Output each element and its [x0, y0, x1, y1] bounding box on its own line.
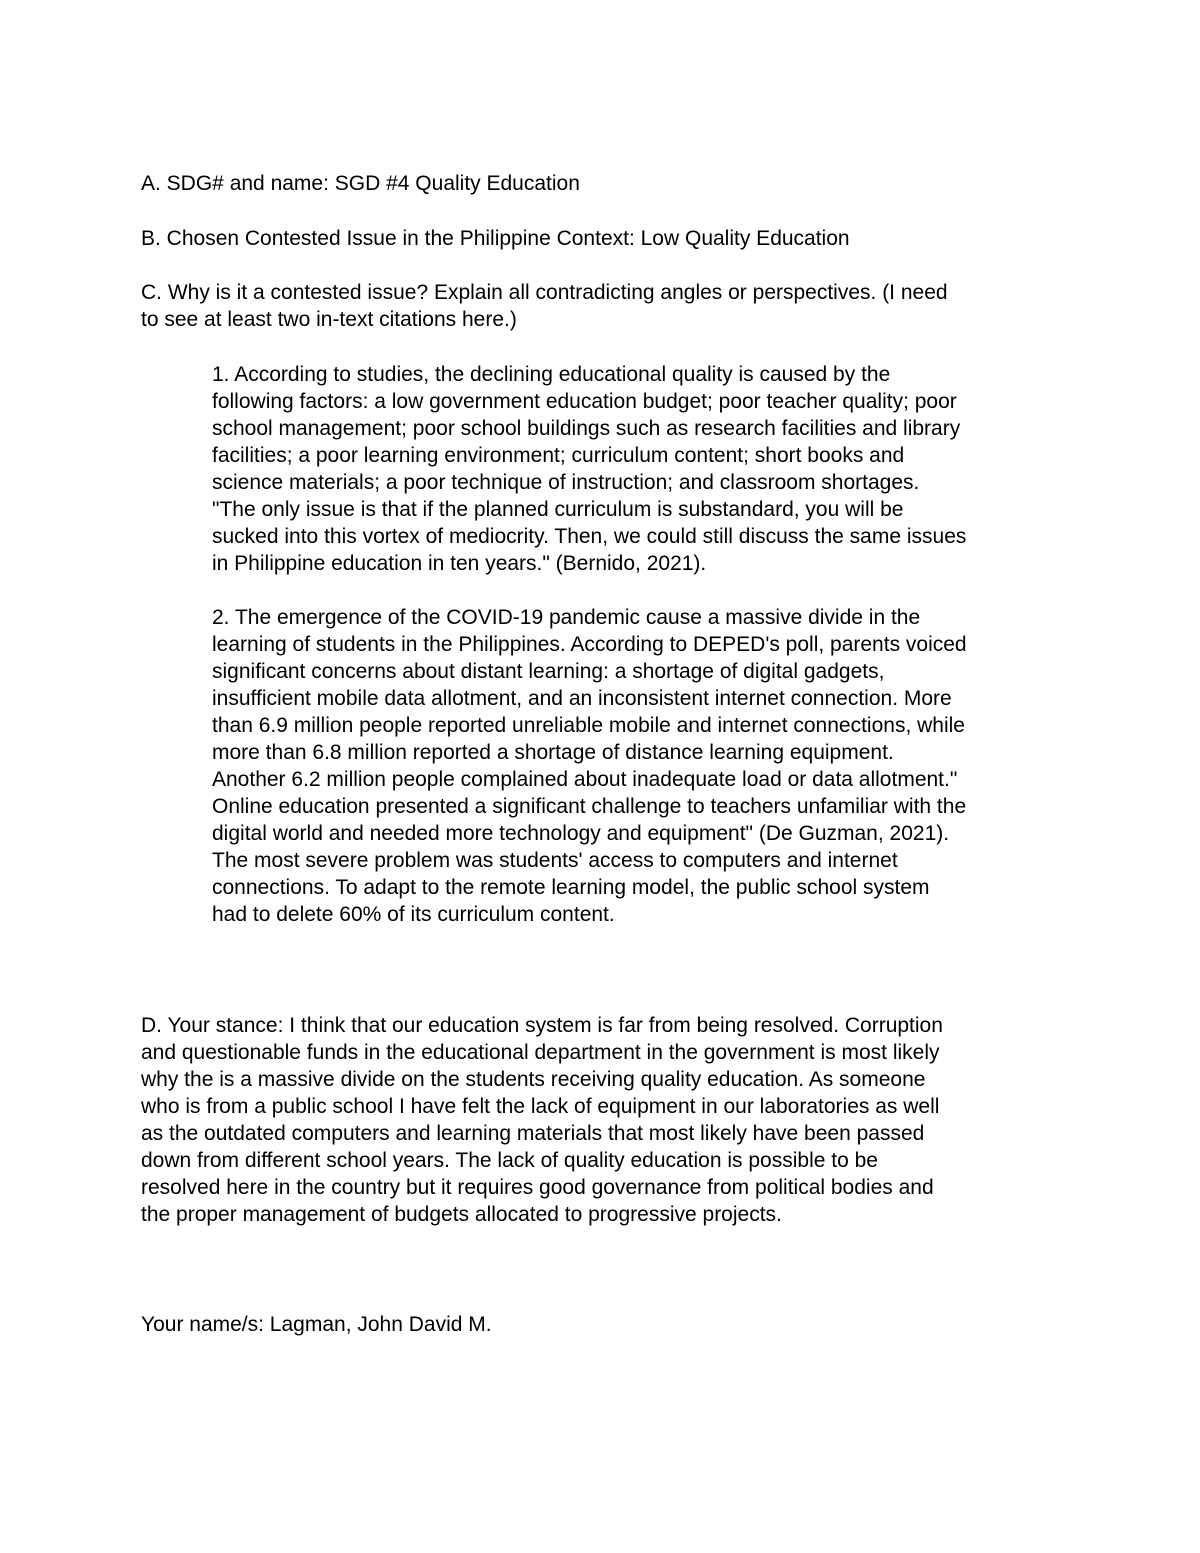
text-line: D. Your stance: I think that our education system is far from being resolved. Corruption [141, 1014, 943, 1037]
section-c-item-1 [212, 361, 1072, 577]
text-line: more than 6.8 million reported a shortage of distance learning equipment. [212, 741, 894, 764]
text-line: insufficient mobile data allotment, and an inconsistent internet connection. More [212, 687, 952, 710]
text-line: connections. To adapt to the remote learning model, the public school system [212, 876, 930, 899]
text-line: as the outdated computers and learning materials that most likely have been passed [141, 1122, 925, 1145]
text-line: in Philippine education in ten years." (Bernido, 2021). [212, 552, 707, 575]
section-b-contested-issue [141, 225, 1081, 252]
text-line: "The only issue is that if the planned curriculum is substandard, you will be [212, 498, 904, 521]
text-line: sucked into this vortex of mediocrity. Then, we could still discuss the same issues [212, 525, 967, 548]
text-line: to see at least two in-text citations here.) [141, 308, 517, 331]
text-line: significant concerns about distant learning: a shortage of digital gadgets, [212, 660, 885, 683]
text-line: Another 6.2 million people complained about inadequate load or data allotment." [212, 768, 958, 791]
section-c-question [141, 279, 1061, 333]
section-c-item-2 [212, 604, 1072, 928]
author-names [141, 1311, 841, 1338]
text-line: C. Why is it a contested issue? Explain all contradicting angles or perspectives. (I need [141, 281, 948, 304]
text-line: than 6.9 million people reported unreliable mobile and internet connections, while [212, 714, 965, 737]
text-line: and questionable funds in the educational department in the government is most likely [141, 1041, 940, 1064]
text-line: Your name/s: Lagman, John David M. [141, 1313, 492, 1336]
text-line: digital world and needed more technology and equipment" (De Guzman, 2021). [212, 822, 950, 845]
text-line: the proper management of budgets allocated to progressive projects. [141, 1203, 782, 1226]
text-line: who is from a public school I have felt the lack of equipment in our laboratories as well [141, 1095, 940, 1118]
text-line: school management; poor school buildings such as research facilities and library [212, 417, 961, 440]
text-line: resolved here in the country but it requires good governance from political bodies and [141, 1176, 934, 1199]
text-line: facilities; a poor learning environment; curriculum content; short books and [212, 444, 905, 467]
text-line: The most severe problem was students' access to computers and internet [212, 849, 898, 872]
section-a-sdg [141, 170, 1081, 197]
text-line: 2. The emergence of the COVID-19 pandemic cause a massive divide in the [212, 606, 921, 629]
text-line: A. SDG# and name: SGD #4 Quality Education [141, 172, 580, 195]
text-line: down from different school years. The lack of quality education is possible to be [141, 1149, 878, 1172]
text-line: B. Chosen Contested Issue in the Philippine Context: Low Quality Education [141, 227, 850, 250]
text-line: why the is a massive divide on the students receiving quality education. As someone [141, 1068, 926, 1091]
text-line: science materials; a poor technique of instruction; and classroom shortages. [212, 471, 920, 494]
text-line: 1. According to studies, the declining educational quality is caused by the [212, 363, 891, 386]
section-d-stance [141, 1012, 1061, 1228]
text-line: learning of students in the Philippines. According to DEPED's poll, parents voiced [212, 633, 967, 656]
text-line: had to delete 60% of its curriculum content. [212, 903, 615, 926]
text-line: Online education presented a significant challenge to teachers unfamiliar with the [212, 795, 967, 818]
text-line: following factors: a low government education budget; poor teacher quality; poor [212, 390, 957, 413]
